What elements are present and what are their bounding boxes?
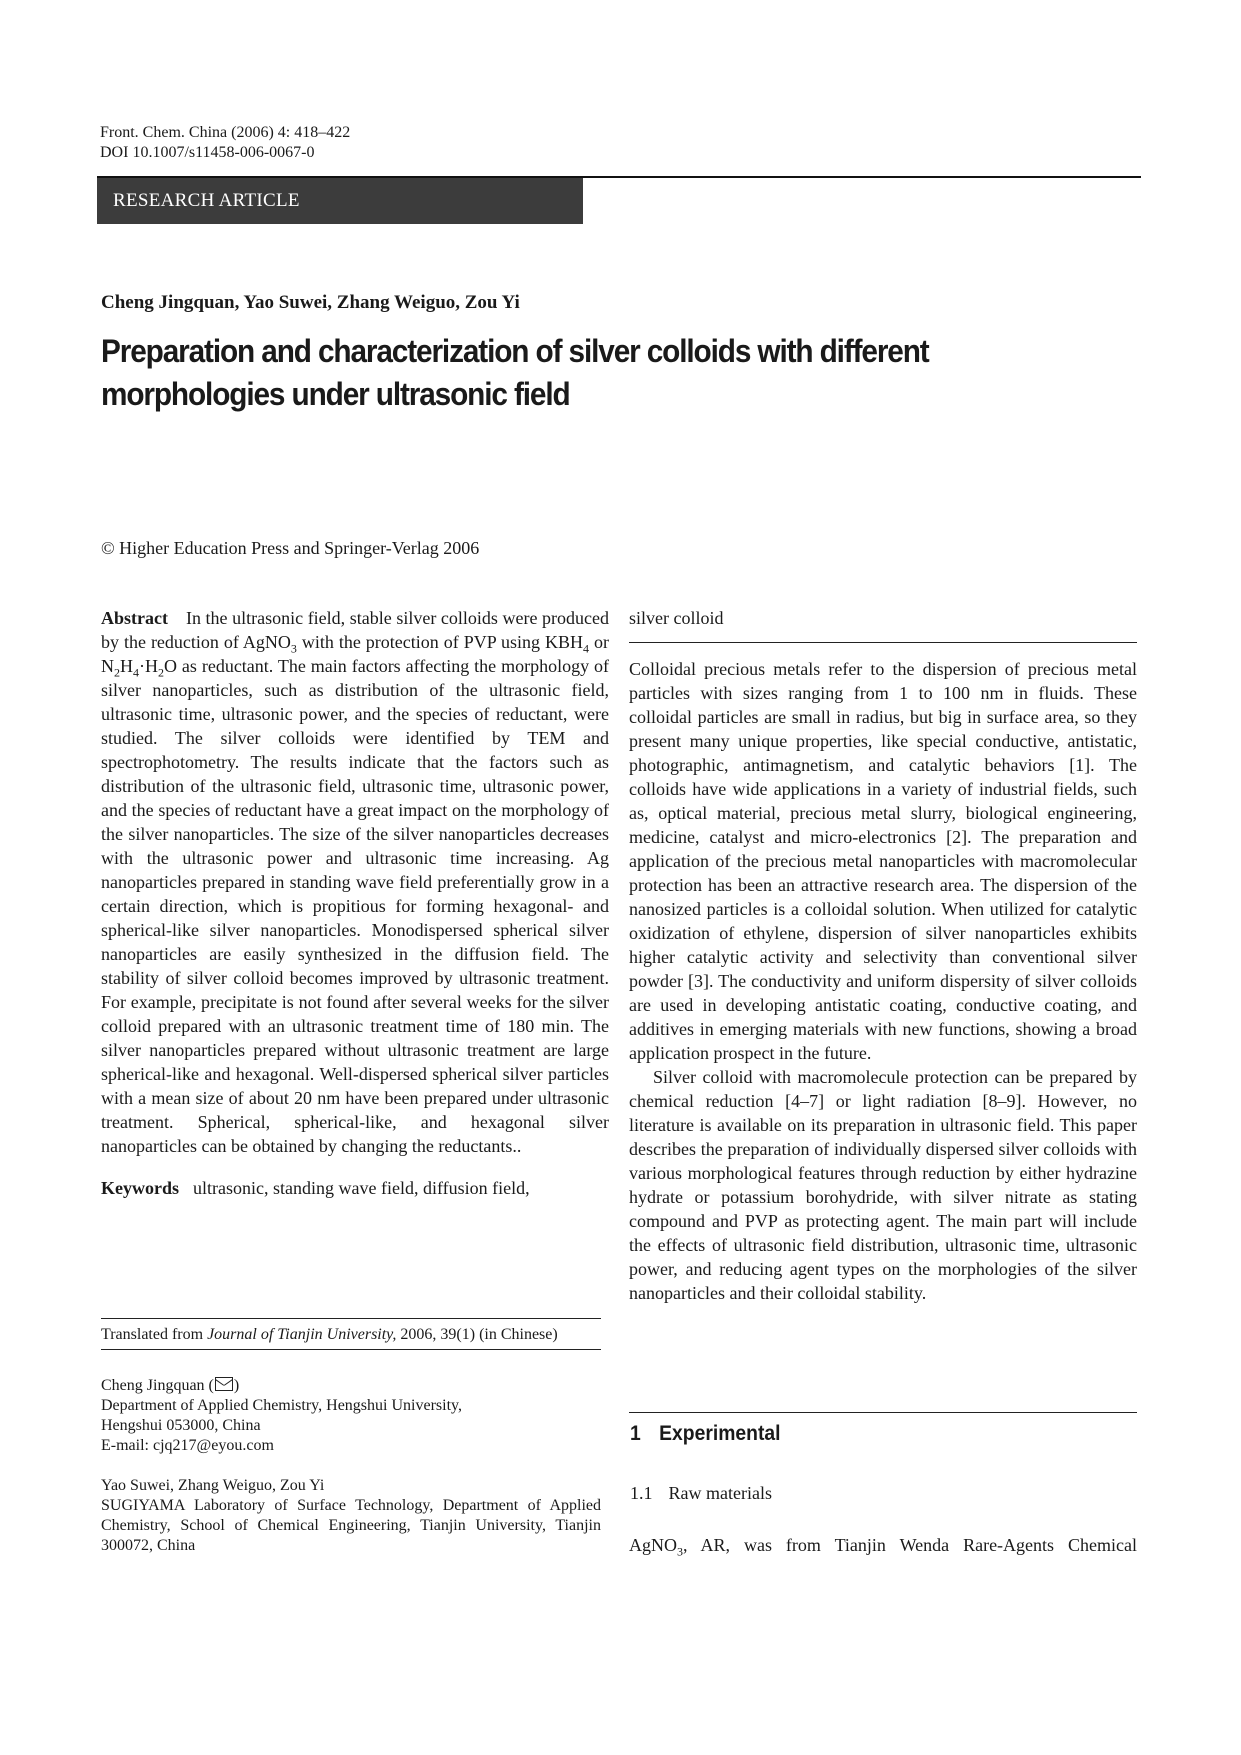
keywords-label: Keywords [101, 1178, 179, 1198]
subscript: 2 [158, 665, 164, 680]
subscript: 2 [114, 665, 120, 680]
email: E-mail: cjq217@eyou.com [101, 1437, 274, 1454]
subscript: 3 [290, 641, 297, 656]
raw-text: , AR, was from Tianjin Wenda Rare-Agents Chemical [683, 1535, 1137, 1555]
subscript: 3 [677, 1544, 683, 1559]
abstract-text: O as reductant. The main factors affecting the morphology of silver nanoparticles, such as distribution of the ultrasonic field, ultrasonic time, ultrasonic power, and the species of reductant, were studied. The silver colloids were identified by TEM and spectrophotometry. The results indicate that the factors such as distribution of the ultrasonic field, ultrasonic time, ultrasonic power, and the species of reductant have a great impact on the morphology of the silver nanoparticles. The size of the silver nanoparticles decreases with the ultrasonic power and ultrasonic time increasing. Ag nanoparticles prepared in standing wave field preferentially grow in a certain direction, which is propitious for forming hexagonal- and spherical-like silver nanoparticles. Monodispersed spherical silver nanoparticles are easily synthesized in the diffusion field. The stability of silver colloid becomes improved by ultrasonic treatment. For example, precipitate is not found after several weeks for the silver colloid prepared with an ultrasonic treatment time of 180 min. The silver nanoparticles prepared without ultrasonic treatment are large spherical-like and hexagonal. Well-dispersed spherical silver particles with a mean size of about 20 nm have been prepared under ultrasonic treatment. Spherical, spherical-like, and hexagonal silver nanoparticles can be obtained by changing the reductants.. [101, 656, 609, 1156]
coauthor-institution: SUGIYAMA Laboratory of Surface Technology, Department of Applied Chemistry, School of Chemical Engineering, Tianjin University, Tianjin 300072, China [101, 1497, 601, 1554]
abstract-text: ·H [139, 656, 158, 676]
author-name: Cheng Jingquan ( [101, 1377, 214, 1394]
keywords [101, 1176, 609, 1200]
source-journal: Journal of Tianjin University, [207, 1326, 397, 1343]
translation-suffix: 2006, 39(1) (in Chinese) [396, 1326, 558, 1343]
journal-line: Front. Chem. China (2006) 4: 418–422 [100, 124, 351, 141]
article-type-banner: RESEARCH ARTICLE [97, 178, 583, 224]
raw-materials-text [629, 1535, 1137, 1559]
doi-line: DOI 10.1007/s11458-006-0067-0 [100, 144, 315, 161]
subscript: 4 [583, 641, 590, 656]
title-line-2: morphologies under ultrasonic field [101, 376, 570, 412]
title-line-1: Preparation and characterization of silver colloids with different [101, 333, 929, 369]
abstract-label: Abstract [101, 608, 168, 628]
abstract-text: H [120, 656, 133, 676]
section-rule [629, 1412, 1137, 1413]
abstract-text: with the protection of PVP using KBH [296, 632, 584, 652]
subsection-heading [630, 1483, 772, 1504]
envelope-icon [215, 1377, 233, 1391]
abstract-text: or N [101, 632, 610, 676]
translation-prefix: Translated from [101, 1326, 208, 1343]
author-list: Cheng Jingquan, Yao Suwei, Zhang Weiguo, Zou Yi [101, 292, 520, 313]
subsection-title: Raw materials [668, 1483, 772, 1503]
keywords-text: ultrasonic, standing wave field, diffusion field, [193, 1178, 530, 1198]
section-title: Experimental [659, 1422, 781, 1445]
intro-paragraph-2: Silver colloid with macromolecule protection can be prepared by chemical reduction [4–7] or light radiation [8–9]. However, no literature is available on its preparation in ultrasonic field. This paper describes the preparation of individually dispersed silver colloids with various morphological features through reduction by either hydrazine hydrate or potassium borohydride, with silver nitrate as stating compound and PVP as protecting agent. The main part will include the effects of ultrasonic field distribution, ultrasonic time, ultrasonic power, and reducing agent types on the morphologies of the silver nanoparticles and their colloidal stability. [629, 1067, 1137, 1303]
affiliation-corresponding [101, 1376, 601, 1456]
article-title [101, 330, 1031, 416]
city: Hengshui 053000, China [101, 1417, 261, 1434]
subscript: 4 [133, 665, 139, 680]
translation-note [101, 1318, 601, 1350]
keywords-rule [629, 642, 1137, 643]
corresponding-author [101, 1376, 601, 1396]
affiliation-coauthors [101, 1476, 601, 1556]
keywords-continuation: silver colloid [629, 608, 724, 628]
abstract-text: In the ultrasonic field, stable silver colloids were produced by the reduction of AgNO [101, 608, 609, 652]
copyright-notice: © Higher Education Press and Springer-Verlag 2006 [101, 538, 480, 558]
section-number: 1 [630, 1422, 641, 1445]
journal-citation [100, 123, 350, 163]
left-column [101, 606, 609, 1200]
subsection-number: 1.1 [630, 1483, 653, 1503]
raw-text: AgNO [629, 1535, 677, 1555]
intro-paragraph-1: Colloidal precious metals refer to the dispersion of precious metal particles with sizes ranging from 1 to 100 nm in fluids. These colloidal particles are small in radius, but big in surface area, so they present many unique properties, like special conductive, antistatic, photographic, antimagnetism, and catalytic behaviors [1]. The colloids have wide applications in a variety of industrial fields, such as, optical material, precious metal slurry, biological engineering, medicine, catalyst and micro-electronics [2]. The preparation and application of the precious metal nanoparticles with macromolecular protection has been an attractive research area. The dispersion of the nanosized particles is a colloidal solution. When utilized for catalytic oxidization of ethylene, dispersion of silver nanoparticles exhibits higher catalytic activity and selectivity than conventional silver powder [3]. The conductivity and uniform dispersity of silver colloids are used in developing antistatic coating, conductive coating, and additives in emerging materials with new functions, showing a broad application prospect in the future. [629, 659, 1137, 1063]
coauthor-names: Yao Suwei, Zhang Weiguo, Zou Yi [101, 1477, 325, 1494]
paren-close: ) [233, 1377, 240, 1394]
right-column [629, 606, 1137, 1305]
abstract [101, 606, 609, 1158]
section-heading [630, 1420, 780, 1448]
department: Department of Applied Chemistry, Hengshui University, [101, 1397, 462, 1414]
